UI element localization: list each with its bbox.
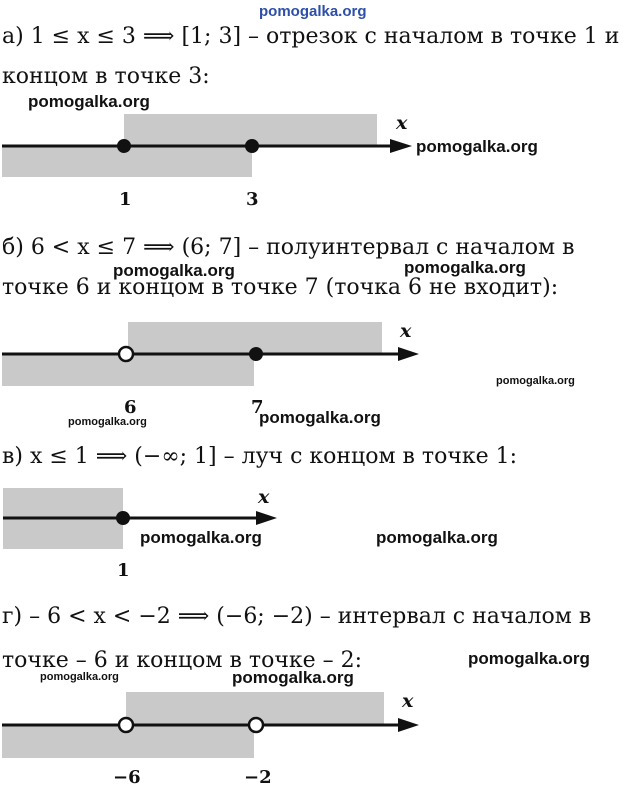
point-7 — [249, 347, 263, 361]
item-a-line2: концом в точке 3: — [2, 64, 210, 89]
watermark: pomogalka.org — [68, 416, 147, 428]
axis-label: x — [396, 112, 408, 134]
item-d-line2: точке – 6 и концом в точке – 2: — [2, 648, 363, 673]
tick-label: 3 — [246, 189, 259, 210]
tick-label: 1 — [117, 560, 130, 581]
axis-arrow — [398, 718, 419, 732]
number-line-a — [0, 112, 420, 192]
watermark: pomogalka.org — [416, 137, 538, 156]
tick-label: 7 — [251, 397, 264, 418]
watermark: pomogalka.org — [232, 668, 354, 687]
axis-arrow — [256, 511, 277, 525]
watermark: pomogalka.org — [376, 528, 498, 547]
axis-label: x — [400, 320, 412, 342]
watermark-top: pomogalka.org — [259, 3, 367, 20]
watermark: pomogalka.org — [28, 92, 150, 111]
axis-arrow — [390, 139, 412, 153]
point-6 — [119, 347, 133, 361]
number-line-b — [0, 320, 425, 390]
axis-arrow — [398, 347, 419, 361]
watermark: pomogalka.org — [40, 671, 119, 683]
watermark: pomogalka.org — [468, 649, 590, 668]
tick-label: −2 — [244, 767, 272, 788]
tick-label: 1 — [119, 189, 132, 210]
watermark: pomogalka.org — [259, 408, 381, 427]
point-minus-6 — [119, 718, 133, 732]
point-1 — [117, 139, 131, 153]
item-d-line1: г) – 6 < x < −2 ⟹ (−6; −2) – интервал с началом в — [2, 604, 592, 629]
point-minus-2 — [249, 718, 263, 732]
tick-label: 6 — [124, 397, 137, 418]
watermark: pomogalka.org — [496, 375, 575, 387]
number-line-d — [0, 690, 425, 760]
watermark: pomogalka.org — [140, 528, 262, 547]
axis-label: x — [258, 486, 270, 508]
watermark: pomogalka.org — [404, 258, 526, 277]
item-b-line1: б) 6 < x ≤ 7 ⟹ (6; 7] – полуинтервал с началом в — [2, 235, 575, 260]
item-b-line2: точке 6 и концом в точке 7 (точка 6 не входит): — [2, 275, 559, 300]
point-1 — [116, 511, 130, 525]
watermark: pomogalka.org — [113, 261, 235, 280]
point-3 — [245, 139, 259, 153]
tick-label: −6 — [113, 767, 141, 788]
item-c-line1: в) x ≤ 1 ⟹ (−∞; 1] – луч с концом в точке 1: — [2, 444, 518, 469]
item-a-line1: а) 1 ≤ x ≤ 3 ⟹ [1; 3] – отрезок с началом в точке 1 и — [2, 24, 620, 49]
axis-label: x — [402, 690, 414, 712]
